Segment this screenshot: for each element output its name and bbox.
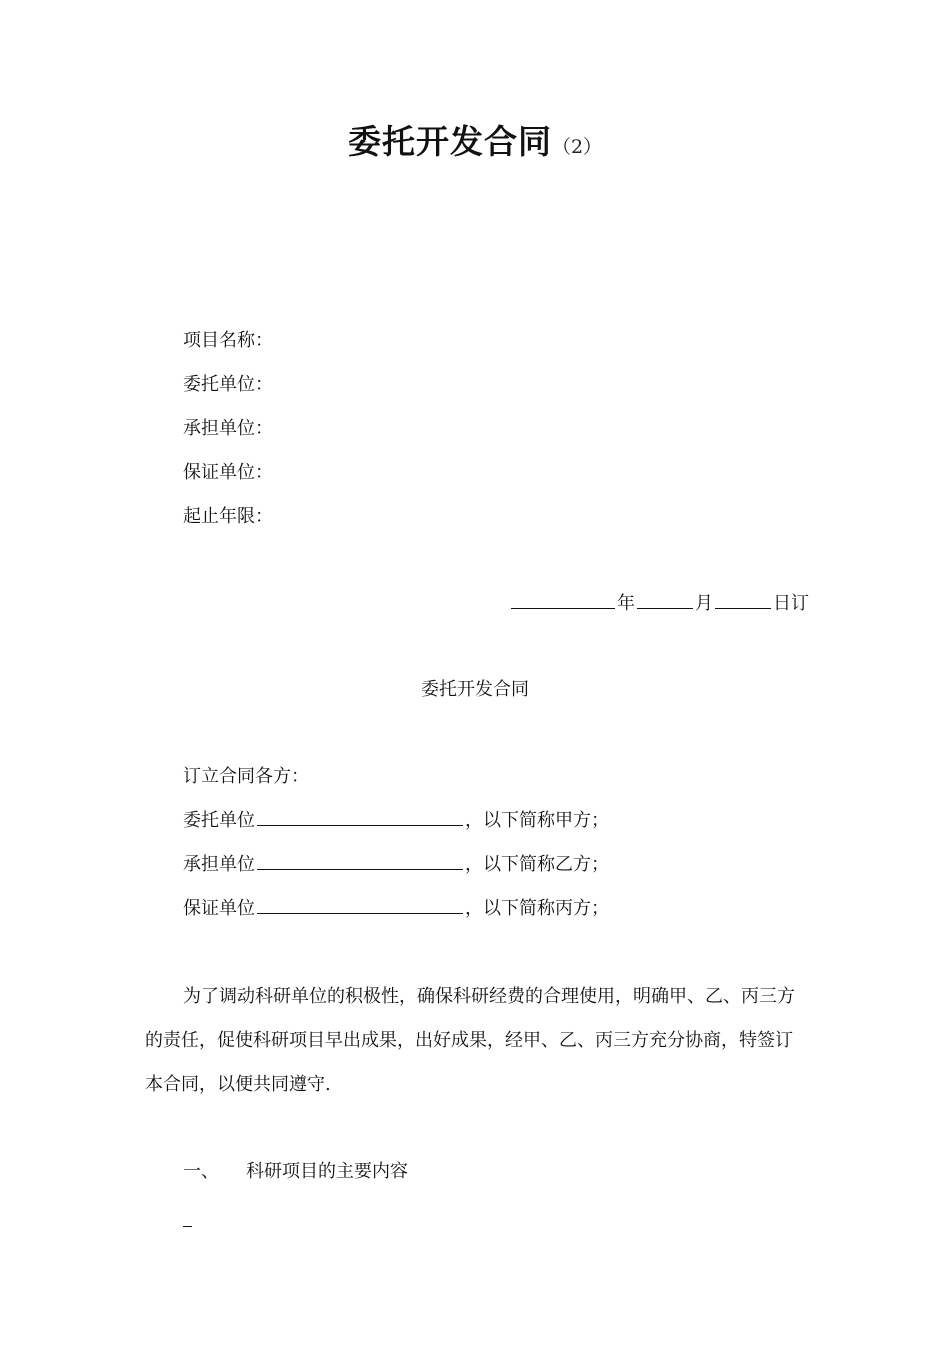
text-cursor-mark <box>183 1226 192 1227</box>
intro-line-3: 本合同，以便共同遵守. <box>145 1074 331 1095</box>
intro-line-2: 的责任，促使科研项目早出成果，出好成果，经甲、乙、丙三方充分协商，特签订 <box>145 1030 793 1051</box>
title-text: 委托开发合同 <box>347 122 552 161</box>
section-1-heading <box>183 1160 408 1184</box>
party-client-label: 委托单位 <box>183 810 255 831</box>
party-client-suffix: ，以下简称甲方； <box>465 810 609 831</box>
parties-heading: 订立合同各方： <box>183 766 309 787</box>
section-1-number: 一、 <box>183 1161 219 1182</box>
cover-field-period: 起止年限： <box>183 506 273 527</box>
party-guarantor-label: 保证单位 <box>183 898 255 919</box>
cover-field-contractor: 承担单位： <box>183 418 273 439</box>
year-label: 年 <box>617 593 635 614</box>
cover-field-project-name: 项目名称： <box>183 330 273 351</box>
party-contractor-line <box>183 853 609 877</box>
day-label: 日订 <box>773 593 809 614</box>
year-blank <box>511 592 615 609</box>
party-contractor-suffix: ，以下简称乙方； <box>465 854 609 875</box>
contract-subtitle: 委托开发合同 <box>421 679 529 700</box>
party-contractor-blank <box>257 853 463 870</box>
document-title <box>0 116 950 163</box>
title-number: （2） <box>551 136 603 158</box>
party-guarantor-line <box>183 897 609 921</box>
month-blank <box>637 592 693 609</box>
section-1-title: 科研项目的主要内容 <box>246 1161 408 1182</box>
month-label: 月 <box>695 593 713 614</box>
cover-field-client: 委托单位： <box>183 374 273 395</box>
party-client-blank <box>257 809 463 826</box>
party-contractor-label: 承担单位 <box>183 854 255 875</box>
day-blank <box>715 592 771 609</box>
party-guarantor-suffix: ，以下简称丙方； <box>465 898 609 919</box>
party-client-line <box>183 809 609 833</box>
intro-line-1: 为了调动科研单位的积极性，确保科研经费的合理使用，明确甲、乙、丙三方 <box>183 986 795 1007</box>
cover-field-guarantor: 保证单位： <box>183 462 273 483</box>
signing-date-line <box>509 592 809 616</box>
party-guarantor-blank <box>257 897 463 914</box>
